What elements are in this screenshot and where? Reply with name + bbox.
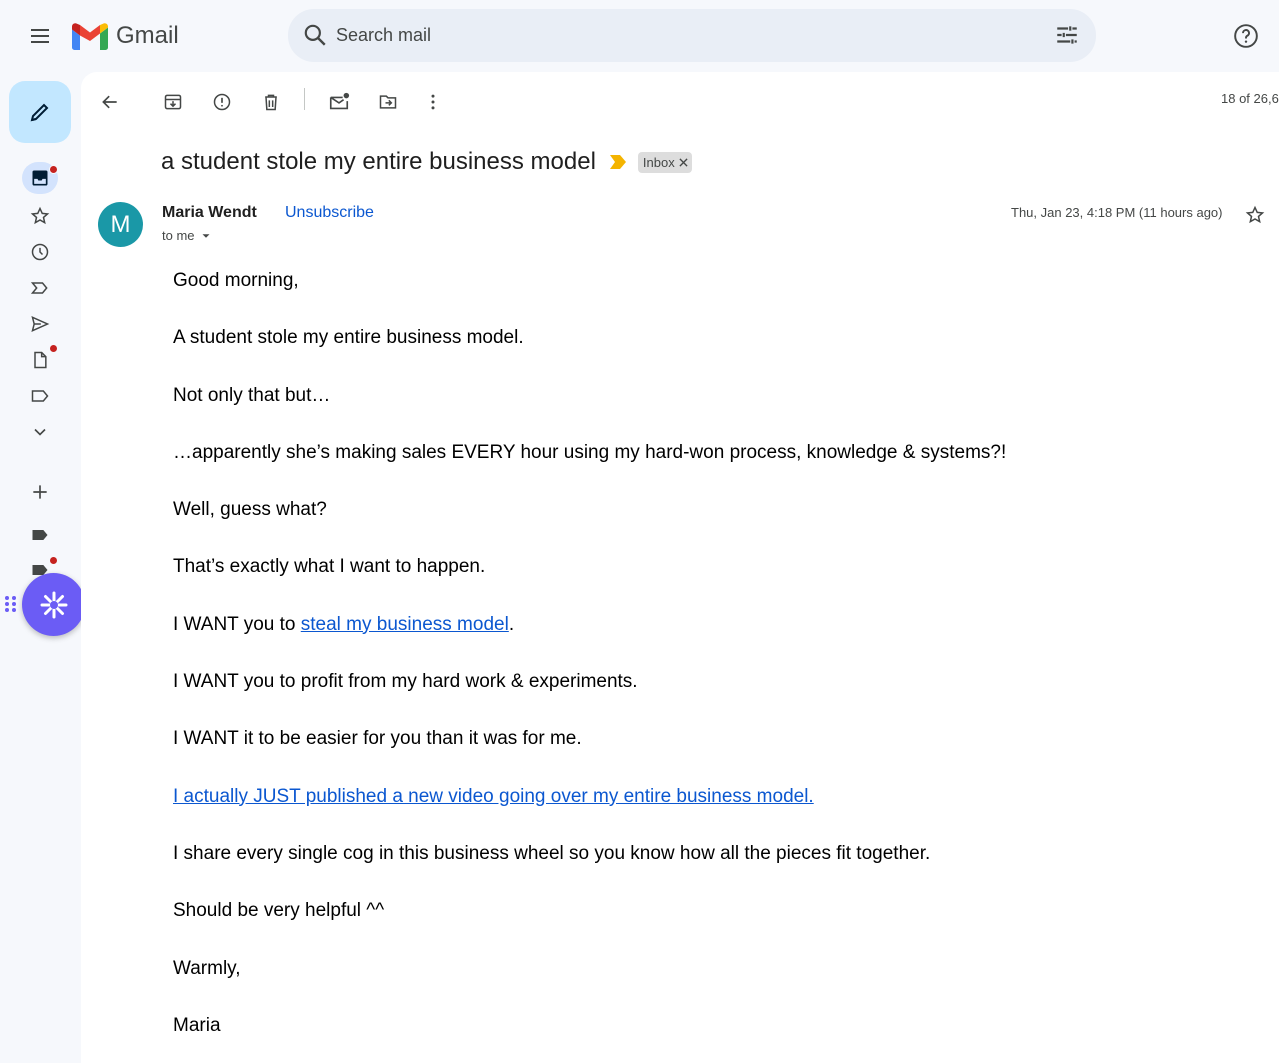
body-paragraph: …apparently she’s making sales EVERY hour using my hard-won process, knowledge & systems?! (173, 441, 1007, 463)
email-body (173, 269, 1253, 1063)
label-unread-dot (49, 556, 58, 565)
help-icon (1233, 23, 1259, 49)
mark-unread-icon (328, 91, 350, 113)
chevron-down-icon (30, 422, 50, 442)
nav-snoozed[interactable] (22, 236, 58, 268)
navigation-rail (0, 72, 80, 1063)
recipient-details[interactable] (162, 228, 213, 243)
spam-icon (212, 92, 232, 112)
draft-icon (30, 350, 50, 370)
inbox-label-chip (638, 152, 692, 173)
body-text: I WANT you to (173, 613, 301, 635)
nav-starred[interactable] (22, 200, 58, 232)
plus-icon (30, 482, 50, 502)
compose-button[interactable] (9, 81, 71, 143)
nav-label-1[interactable] (22, 519, 58, 551)
move-to-button[interactable] (370, 84, 406, 120)
archive-button[interactable] (155, 84, 191, 120)
caret-down-icon (199, 229, 213, 243)
star-icon (30, 206, 50, 226)
menu-icon (28, 24, 52, 48)
body-paragraph-with-link (173, 785, 1253, 842)
search-icon[interactable] (302, 22, 328, 48)
body-paragraph: Maria (173, 1014, 221, 1036)
more-vert-icon (423, 92, 443, 112)
label-chip-text: Inbox (642, 154, 675, 170)
asterisk-icon (39, 590, 69, 620)
nav-important[interactable] (22, 272, 58, 304)
pencil-icon (28, 100, 52, 124)
star-icon (1245, 205, 1265, 225)
body-paragraph: Warmly, (173, 957, 241, 979)
sender-name[interactable]: Maria Wendt (162, 204, 257, 221)
drafts-badge-dot (49, 344, 58, 353)
help-button[interactable] (1226, 16, 1266, 56)
pagination-count: 18 of 26,6 (1221, 91, 1279, 106)
tune-icon[interactable] (1054, 22, 1080, 48)
body-paragraph: I WANT you to profit from my hard work & experiments. (173, 671, 638, 693)
report-spam-button[interactable] (204, 84, 240, 120)
email-view (81, 72, 1279, 1063)
arrow-back-icon (100, 92, 120, 112)
archive-icon (163, 92, 183, 112)
email-subject: a student stole my entire business model (161, 148, 596, 175)
body-text: . (508, 613, 515, 635)
body-paragraph: Should be very helpful ^^ (173, 900, 385, 922)
recipient-label: to me (162, 228, 195, 243)
important-icon (30, 278, 50, 298)
toolbar-divider (304, 88, 305, 110)
clock-icon (30, 242, 50, 262)
search-bar (288, 9, 1096, 62)
video-link[interactable]: I actually JUST published a new video going over my entire business model. (173, 785, 814, 807)
main-menu-button[interactable] (20, 16, 60, 56)
star-button[interactable] (1243, 203, 1267, 227)
nav-more[interactable] (22, 416, 58, 448)
body-paragraph: Good morning, (173, 270, 299, 291)
search-input[interactable] (336, 9, 1016, 62)
inbox-icon (30, 168, 50, 188)
nav-inbox[interactable] (22, 162, 58, 194)
body-paragraph-with-link (173, 613, 1253, 670)
body-paragraph: That’s exactly what I want to happen. (173, 556, 486, 578)
nav-categories[interactable] (22, 380, 58, 412)
importance-marker-icon[interactable] (610, 155, 626, 169)
steal-business-model-link[interactable]: steal my business model (300, 613, 509, 635)
extension-fab-button[interactable] (22, 573, 85, 636)
nav-sent[interactable] (22, 308, 58, 340)
app-name: Gmail (116, 22, 179, 49)
top-bar (0, 0, 1279, 72)
delete-button[interactable] (253, 84, 289, 120)
more-options-button[interactable] (415, 84, 451, 120)
create-label-button[interactable] (22, 476, 58, 508)
gmail-logo-icon (72, 23, 108, 50)
mark-unread-button[interactable] (321, 84, 357, 120)
body-paragraph: I share every single cog in this business wheel so you know how all the pieces fit together. (173, 842, 931, 864)
label-icon (30, 386, 50, 406)
unsubscribe-link[interactable]: Unsubscribe (285, 204, 374, 221)
drag-handle-icon[interactable] (4, 594, 18, 614)
email-subject-row (161, 148, 692, 176)
body-paragraph: A student stole my entire business model. (173, 327, 524, 349)
nav-drafts[interactable] (22, 344, 58, 376)
sender-avatar[interactable]: M (98, 202, 143, 247)
inbox-unread-dot (49, 165, 58, 174)
gmail-logo[interactable] (72, 22, 179, 50)
email-date: Thu, Jan 23, 4:18 PM (11 hours ago) (1011, 205, 1223, 220)
back-button[interactable] (92, 84, 128, 120)
body-paragraph: Not only that but… (173, 384, 331, 406)
folder-move-icon (378, 92, 398, 112)
label-filled-icon (30, 525, 50, 545)
body-paragraph: I WANT it to be easier for you than it was for me. (173, 728, 582, 750)
body-paragraph: Well, guess what? (173, 499, 327, 521)
send-icon (30, 314, 50, 334)
close-icon[interactable] (679, 158, 688, 167)
trash-icon (261, 92, 281, 112)
